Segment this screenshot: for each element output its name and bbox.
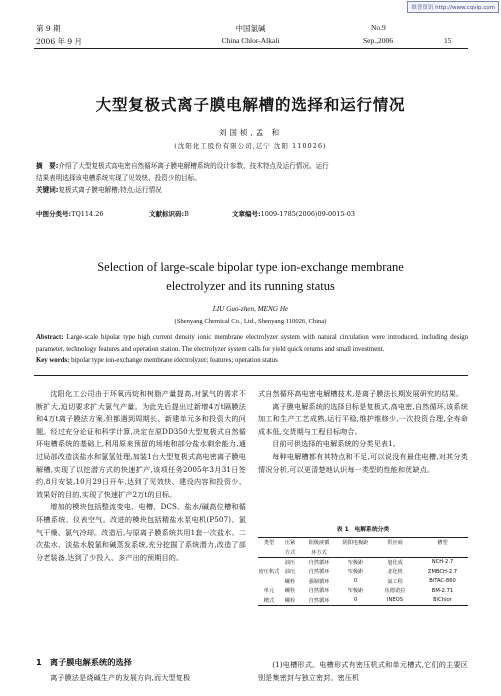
table-cell: 北化机 [387,569,403,576]
abstract-cn [36,160,468,197]
date-en: Sep.,2006 [363,36,393,45]
article-title-en-line2: electrolyzer and its running status [166,279,335,293]
table-cell: BM-2.71 [431,587,454,594]
table-cell-type: 单元 [263,588,275,595]
table-cell: ZMBCH-2.7 [427,568,458,575]
body-paragraph: 每种电解槽都有其特点和不足,可以说没有最佳电槽,对其分类情况分析,可以更清楚地认识每一类型的性能和优缺点。 [258,451,468,474]
abstract-cn-label: 摘 要: [36,162,59,170]
article-title-cn: 大型复极式离子膜电解槽的选择和运行情况 [95,96,406,114]
table-header: 环方式 [300,547,338,557]
article-no-value: 1009-1785(2006)09-0015-03 [260,210,355,218]
table-header: 阴阳电极距 [338,538,373,548]
table-cell: 窄极距 [347,588,364,595]
classification-label: 中图分类号: [36,210,72,218]
table-cell: 窄极距 [347,559,364,566]
table-cell: INEOS [373,595,417,605]
table-cell: BiChlor [417,595,468,605]
table-cell: 自然循环 [308,588,330,595]
table-cell: 0 [338,595,373,605]
article-no-label: 文章编号: [232,210,261,218]
abstract-en [36,332,468,367]
body-right-column [258,388,468,476]
table-row [258,567,468,576]
body-left-column-tail [36,672,246,685]
table-header: 压紧 [280,538,300,548]
table-cell: 强制循环 [308,578,330,585]
table-cell: 自然循环 [300,595,338,605]
table-cell: 油压 [284,559,296,566]
body-paragraph: 目前可供选择的电解系统的分类见表1。 [272,439,400,449]
header-rule [34,48,468,49]
abstract-cn-line2: 结果表明选择该电槽系统实现了见效快、投资少的目标。 [36,174,201,183]
body-right-column-tail [258,659,468,684]
table-caption: 表 1 电解系统分类 [336,527,390,533]
table-cell-type: 密压机式 [258,568,280,575]
body-paragraph: 增加的模块包括整流变电、电槽、DCS、盐水/碱高位槽和循环槽系统、仪表空气。改进的模块包括精盐水泵电机(P507)、氯气干燥、氯气冷却。改造后,与原离子膜系统共用1套一次盐水、二次盐水、淡盐水脱氯和碱蒸发系统,充分挖掘了系统潜力,改造了部分老装备,达到了少投入、多产出的预期目的。 [36,502,246,562]
keywords-en-text: bipolar type ion-exchange membrane electrolyzer; features; operation status [71,357,278,364]
table-row [258,595,468,605]
journal-name-en: China Chlor-Alkali [221,36,280,45]
classification-table [258,537,468,606]
table-cell: 自然循环 [308,559,330,566]
table-header: 方式 [280,547,300,557]
issue-number-en: No.9 [371,23,386,32]
affiliation-cn: (沈阳化工股份有限公司,辽宁 沈阳 110026) [174,142,327,150]
table-row [258,586,468,595]
table-cell: BiTAC-860 [429,578,456,585]
table-header: 供应商 [373,538,417,548]
table-cell: 伍德诺拉 [384,588,406,595]
classification-value: TQ114.26 [71,210,104,218]
date-cn: 2006 年 9 月 [36,37,83,46]
issue-number-cn: 第 9 期 [36,24,61,33]
abstract-en-text: Large-scale bipolar type high current density ionic membrane electrolyzer system with natural circulation were introduced, including design parameter, technology features and operation station. The electrolyzer system calls for yield quick returns and small investment. [36,334,469,353]
abstract-rule [34,375,468,376]
table-cell: 螺栓 [284,588,296,595]
abstract-en-label: Abstract: [36,334,64,341]
doc-code-label: 文献标识码: [149,210,185,218]
table-cell: 氯工程 [387,578,403,585]
section-heading-1: 1 离子膜电解系统的选择 [36,657,132,667]
keywords-en-label: Key words: [36,357,70,364]
article-title-en-line1: Selection of large-scale bipolar type ion-exchange membrane [97,260,404,274]
journal-name-cn: 中国氯碱 [235,24,266,33]
table-cell: 旭化成 [387,559,403,566]
body-paragraph: 式自然循环高电密电解槽技术,是离子膜法长期发展研究的结果。 [258,389,464,398]
body-paragraph: 离子膜法是烧碱生产的发展方向,而大型复极 [50,673,191,682]
table-cell: 油压 [284,569,296,576]
abstract-cn-line1: 介绍了大型复极式高电密自然循环离子膜电解槽系统的设计参数、技术特点及运行情况。运行 [58,162,329,170]
keywords-cn-label: 关键词: [36,186,59,195]
source-watermark: 维普资讯 http://www.cqvip.com [407,1,499,13]
table-cell-type: 槽式 [258,595,280,605]
table-cell: NCH-2.7 [431,559,454,566]
doc-code-value: B [184,210,189,218]
table-row [258,557,468,567]
table-header: 阳极液循 [300,538,338,548]
body-left-column [36,388,246,564]
table-header: 类型 [258,538,280,548]
table-cell: 窄极距 [347,569,364,576]
body-paragraph: (1)电槽形式。电槽形式有密压机式和单元槽式,它们的主要区别是集密封与独立密封。密压机 [258,660,468,682]
table-cell: 自然循环 [308,569,330,576]
table-header: 槽型 [417,538,468,548]
table-row [258,577,468,586]
keywords-cn-text: 复极式离子膜电解槽;特点;运行情况 [58,186,162,195]
body-paragraph: 沈阳化工公司由于环氧丙烷和树脂产量提高,对氯气的需求不断扩大,迫切要求扩大氯气产量。为此先后提出过新增4万t隔膜法和4万t离子膜法方案,但都遇到周期长、新建单元多和投资大的问题。经过充分论证和科学计算,决定在原DD350大型复极式自然循环电槽系统的基础上,利用原来预留的场地和部分盐水剩余能力,通过局部改造淡盐水和氯氢处理,加装1台大型复极式高电密离子膜电解槽,实现了以挖潜方式的快速扩产,该项任务2005年3月31日签约,8月安装,10月29日开车,达到了见效快、建设内容和投资少、效果好的目的,实现了快速扩产2万t的目标。 [36,389,246,499]
table-cell: 螺栓 [280,595,300,605]
affiliation-en: (Shenyang Chemical Co., Ltd., Shenyang 110026, China) [174,318,327,325]
table-cell: 螺栓 [284,578,296,585]
authors-en: LIU Guo-zhen, MENG He [212,305,289,313]
body-paragraph: 离子膜电解系统的选择目标是复极式,高电密,自然循环,该系统加工和生产工艺成熟,运行平稳,维护维修少,一次投资合理,全寿命成本低,交货期与工程目标吻合。 [258,401,468,436]
table-cell: 0 [353,578,358,585]
authors-cn: 刘国桢,孟 和 [218,128,283,137]
page-number: 15 [444,36,452,45]
